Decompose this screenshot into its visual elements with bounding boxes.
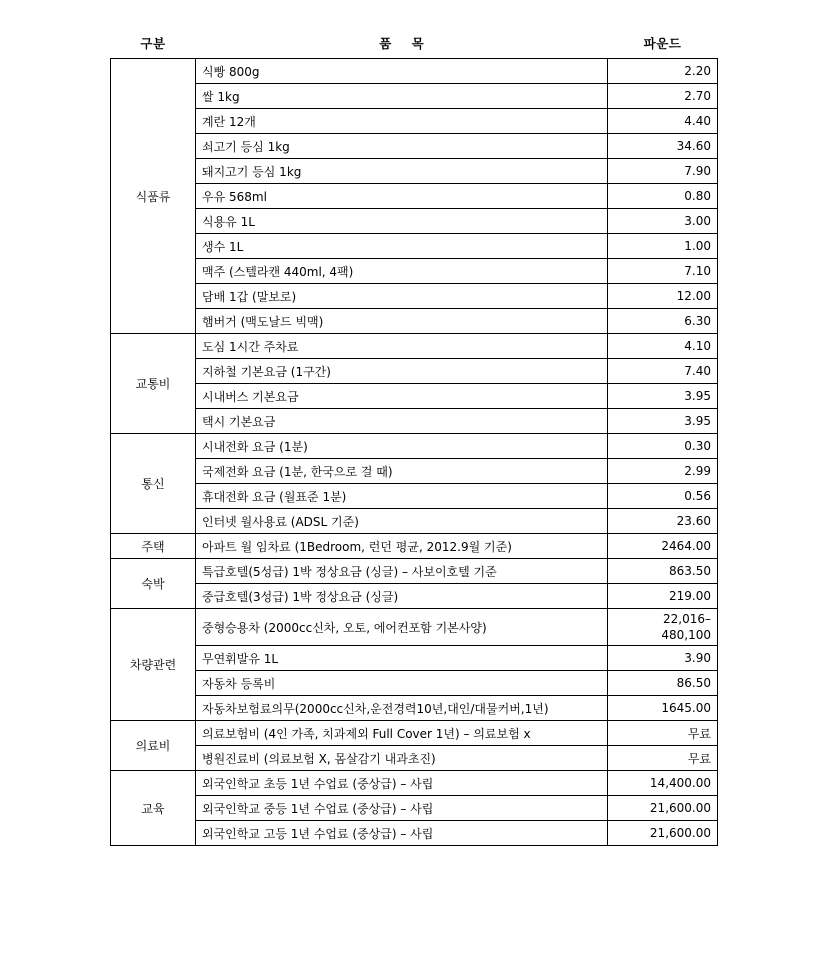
value-cell: 3.90	[608, 646, 718, 671]
value-cell: 863.50	[608, 559, 718, 584]
value-cell: 219.00	[608, 584, 718, 609]
table-row	[111, 59, 718, 84]
price-table	[110, 30, 718, 846]
item-cell: 외국인학교 고등 1년 수업료 (중상급) – 사립	[196, 821, 608, 846]
value-cell: 2.70	[608, 84, 718, 109]
price-table-container	[110, 30, 717, 846]
item-cell: 식빵 800g	[196, 59, 608, 84]
value-cell: 7.90	[608, 159, 718, 184]
item-cell: 병원진료비 (의료보험 X, 몸살감기 내과초진)	[196, 746, 608, 771]
value-cell: 무료	[608, 721, 718, 746]
value-cell: 1.00	[608, 234, 718, 259]
value-cell	[608, 609, 718, 646]
table-row	[111, 134, 718, 159]
item-cell: 휴대전화 요금 (월표준 1분)	[196, 484, 608, 509]
item-cell: 식용유 1L	[196, 209, 608, 234]
category-cell: 의료비	[111, 721, 196, 771]
item-cell: 시내버스 기본요금	[196, 384, 608, 409]
value-cell: 86.50	[608, 671, 718, 696]
table-row	[111, 409, 718, 434]
table-row	[111, 721, 718, 746]
table-row	[111, 384, 718, 409]
item-cell: 쇠고기 등심 1kg	[196, 134, 608, 159]
category-cell: 주택	[111, 534, 196, 559]
table-row	[111, 109, 718, 134]
category-cell: 통신	[111, 434, 196, 534]
table-header	[111, 30, 718, 59]
item-cell: 우유 568ml	[196, 184, 608, 209]
item-cell: 중형승용차 (2000cc신차, 오토, 에어컨포함 기본사양)	[196, 609, 608, 646]
value-cell: 21,600.00	[608, 821, 718, 846]
table-row	[111, 484, 718, 509]
value-cell: 4.40	[608, 109, 718, 134]
item-cell: 무연휘발유 1L	[196, 646, 608, 671]
category-cell: 차량관련	[111, 609, 196, 721]
value-cell: 6.30	[608, 309, 718, 334]
value-cell: 34.60	[608, 134, 718, 159]
item-cell: 담배 1갑 (말보로)	[196, 284, 608, 309]
table-body	[111, 59, 718, 846]
value-cell: 0.56	[608, 484, 718, 509]
item-cell: 인터넷 월사용료 (ADSL 기준)	[196, 509, 608, 534]
table-row	[111, 696, 718, 721]
table-row	[111, 559, 718, 584]
table-row	[111, 309, 718, 334]
value-cell: 2.99	[608, 459, 718, 484]
category-cell: 교통비	[111, 334, 196, 434]
table-row	[111, 646, 718, 671]
item-cell: 의료보험비 (4인 가족, 치과제외 Full Cover 1년) – 의료보험 x	[196, 721, 608, 746]
table-header-row	[111, 30, 718, 59]
table-row	[111, 434, 718, 459]
item-cell: 지하철 기본요금 (1구간)	[196, 359, 608, 384]
value-cell: 무료	[608, 746, 718, 771]
value-cell: 4.10	[608, 334, 718, 359]
table-row	[111, 584, 718, 609]
item-cell: 돼지고기 등심 1kg	[196, 159, 608, 184]
item-cell: 특급호텔(5성급) 1박 정상요금 (싱글) – 사보이호텔 기준	[196, 559, 608, 584]
value-line: 22,016–	[663, 612, 711, 626]
item-cell: 중급호텔(3성급) 1박 정상요금 (싱글)	[196, 584, 608, 609]
value-cell: 7.10	[608, 259, 718, 284]
table-row	[111, 284, 718, 309]
item-cell: 택시 기본요금	[196, 409, 608, 434]
table-row	[111, 746, 718, 771]
value-cell: 0.30	[608, 434, 718, 459]
item-cell: 시내전화 요금 (1분)	[196, 434, 608, 459]
table-row	[111, 509, 718, 534]
value-cell: 3.95	[608, 384, 718, 409]
value-cell: 0.80	[608, 184, 718, 209]
table-row	[111, 234, 718, 259]
category-cell: 식품류	[111, 59, 196, 334]
value-cell: 3.95	[608, 409, 718, 434]
table-row	[111, 771, 718, 796]
value-cell: 2.20	[608, 59, 718, 84]
table-row	[111, 334, 718, 359]
item-cell: 외국인학교 초등 1년 수업료 (중상급) – 사립	[196, 771, 608, 796]
category-cell: 숙박	[111, 559, 196, 609]
value-cell: 21,600.00	[608, 796, 718, 821]
table-row	[111, 184, 718, 209]
table-row	[111, 609, 718, 646]
table-row	[111, 821, 718, 846]
table-row	[111, 259, 718, 284]
column-header-item: 품 목	[379, 36, 432, 51]
value-cell: 14,400.00	[608, 771, 718, 796]
value-cell: 7.40	[608, 359, 718, 384]
value-cell: 3.00	[608, 209, 718, 234]
item-cell: 국제전화 요금 (1분, 한국으로 걸 때)	[196, 459, 608, 484]
item-cell: 도심 1시간 주차료	[196, 334, 608, 359]
item-cell: 맥주 (스텔라캔 440ml, 4팩)	[196, 259, 608, 284]
item-cell: 계란 12개	[196, 109, 608, 134]
item-cell: 자동차보험료의무(2000cc신차,운전경력10년,대인/대물커버,1년)	[196, 696, 608, 721]
column-header-category: 구분	[140, 36, 166, 51]
table-row	[111, 534, 718, 559]
item-cell: 쌀 1kg	[196, 84, 608, 109]
item-cell: 아파트 월 임차료 (1Bedroom, 런던 평균, 2012.9월 기준)	[196, 534, 608, 559]
item-cell: 자동차 등록비	[196, 671, 608, 696]
table-row	[111, 84, 718, 109]
item-cell: 외국인학교 중등 1년 수업료 (중상급) – 사립	[196, 796, 608, 821]
table-row	[111, 159, 718, 184]
value-cell: 23.60	[608, 509, 718, 534]
table-row	[111, 459, 718, 484]
item-cell: 햄버거 (맥도날드 빅맥)	[196, 309, 608, 334]
item-cell: 생수 1L	[196, 234, 608, 259]
table-row	[111, 796, 718, 821]
value-cell: 12.00	[608, 284, 718, 309]
value-cell: 1645.00	[608, 696, 718, 721]
column-header-value: 파운드	[643, 36, 682, 51]
value-line: 480,100	[661, 628, 711, 643]
table-row	[111, 671, 718, 696]
table-row	[111, 359, 718, 384]
category-cell: 교육	[111, 771, 196, 846]
value-cell: 2464.00	[608, 534, 718, 559]
table-row	[111, 209, 718, 234]
